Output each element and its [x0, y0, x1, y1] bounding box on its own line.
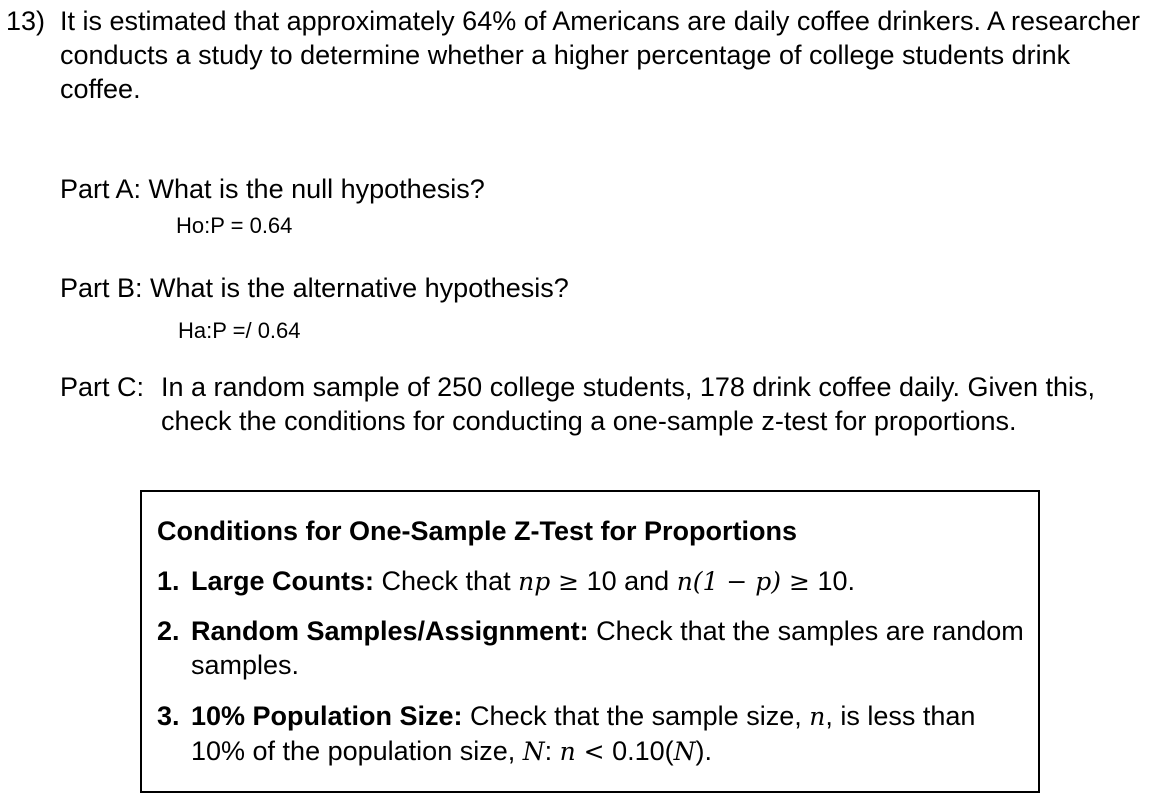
condition-number: 1.	[157, 566, 180, 596]
condition-text: 10 and	[579, 566, 677, 596]
condition-math: n <	[559, 737, 605, 766]
conditions-title: Conditions for One-Sample Z-Test for Proportions	[157, 516, 797, 546]
part-c-label: Part C:	[60, 372, 145, 402]
condition-math: N	[522, 737, 545, 766]
part-b-answer: Ha:P =/ 0.64	[178, 318, 301, 343]
question-text: It is estimated that approximately 64% of Americans are daily coffee drinkers. A researcher conducts a study to determine whether a higher percentage of college students drink coffee.	[60, 6, 1141, 104]
part-a-prompt: Part A: What is the null hypothesis?	[60, 174, 485, 204]
condition-heading: 10% Population Size:	[191, 701, 463, 731]
condition-number: 2.	[157, 616, 180, 646]
question-number: 13)	[6, 6, 46, 36]
part-c-text: In a random sample of 250 college students, 178 drink coffee daily. Given this, check the conditions for conducting a one-sample z-test for proportions.	[161, 372, 1096, 436]
condition-item-large-counts	[157, 564, 1027, 599]
condition-number: 3.	[157, 701, 180, 731]
condition-text: 0.10(	[604, 736, 674, 766]
condition-math: n	[809, 702, 826, 731]
part-b-prompt: Part B: What is the alternative hypothesis?	[60, 273, 569, 303]
part-a-answer: Ho:P = 0.64	[176, 213, 293, 238]
condition-math: N	[673, 737, 696, 766]
condition-heading: Large Counts:	[191, 566, 375, 596]
condition-text: Check that	[374, 566, 519, 596]
condition-heading: Random Samples/Assignment:	[191, 616, 589, 646]
condition-text: :	[544, 736, 560, 766]
condition-text: 10.	[809, 566, 855, 596]
condition-text: Check that the sample size,	[462, 701, 810, 731]
condition-item-random-samples	[157, 614, 1027, 682]
condition-item-population-size	[157, 699, 1027, 769]
condition-text: , is less than 10% of the population size,	[191, 701, 976, 766]
condition-math: n(1 − p) ≥	[676, 567, 810, 596]
condition-math: np ≥	[518, 567, 580, 596]
condition-text: Check that the samples are random samples.	[191, 616, 1024, 680]
condition-text: ).	[695, 736, 713, 766]
